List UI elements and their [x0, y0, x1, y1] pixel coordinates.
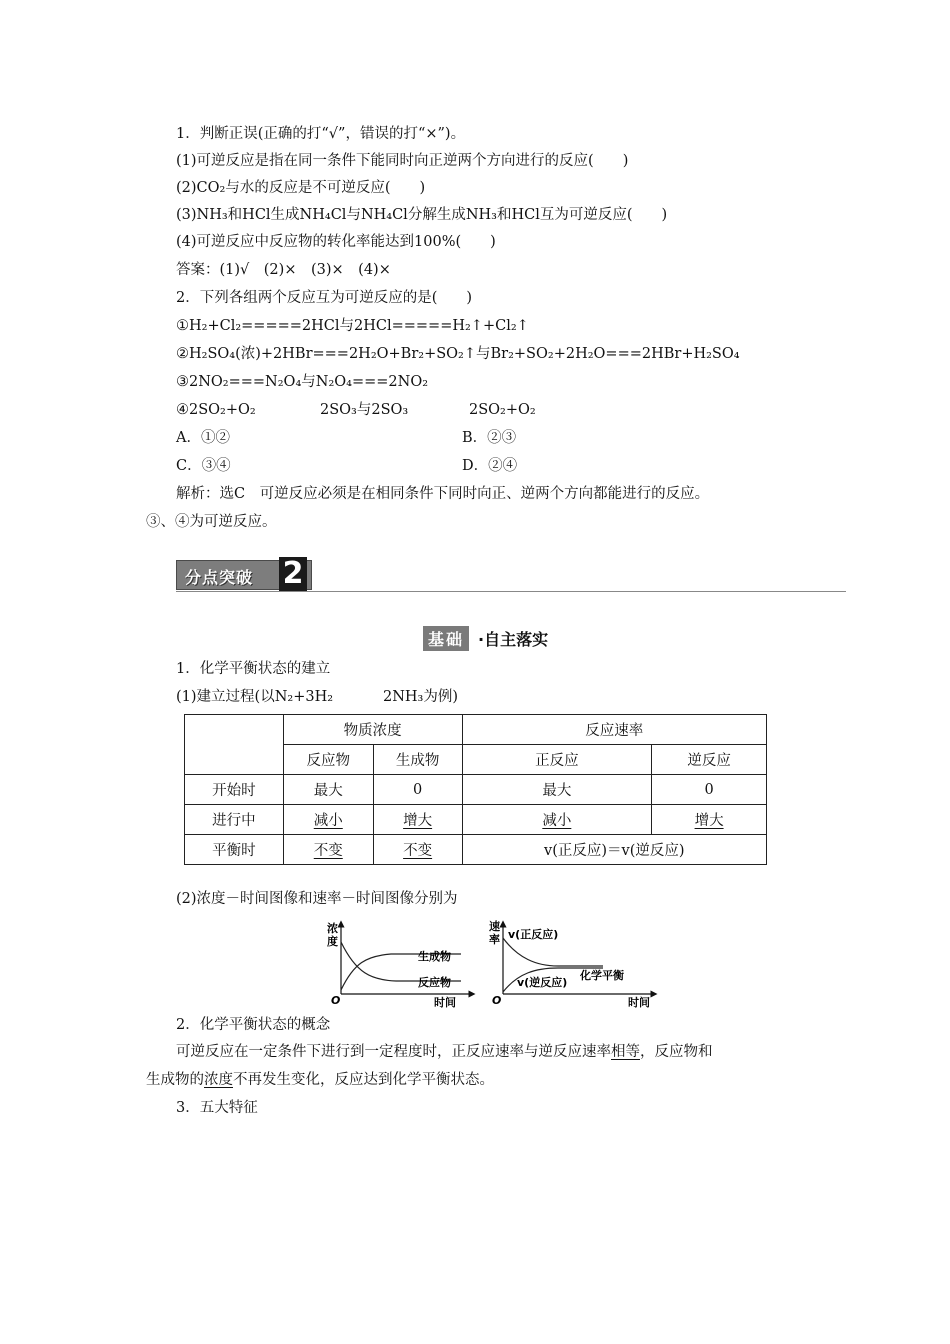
sec2-title: 2．化学平衡状态的概念 [176, 1017, 331, 1033]
q2-option-c: C．③④ [176, 458, 231, 474]
sec1-title: 1．化学平衡状态的建立 [176, 661, 331, 677]
table-cell-text: 不变 [403, 843, 433, 859]
q1-answer: 答案：(1)√ (2)× (3)× (4)× [176, 262, 391, 278]
reactant-label: 反应物 [418, 976, 451, 989]
sub2-title: (2)浓度－时间图像和速率－时间图像分别为 [176, 891, 458, 907]
table-cell [283, 835, 373, 865]
table-row [185, 775, 767, 805]
q2-reaction-4b: 2SO₃与2SO₃ [320, 402, 409, 418]
sec1-sub1a: (1)建立过程(以N₂+3H₂ [176, 689, 334, 705]
table-cell: 0 [373, 775, 462, 805]
sec3-title: 3．五大特征 [176, 1100, 258, 1116]
q1-statement-3: (3)NH₃和HCl生成NH₄Cl与NH₄Cl分解生成NH₃和HCl互为可逆反应( ) [176, 207, 668, 223]
y-label-2: 率 [489, 933, 500, 946]
q2-reaction-4a: ④2SO₂+O₂ [176, 402, 256, 418]
table-cell [462, 805, 652, 835]
y-label-1: 速 [489, 920, 500, 933]
q1-statement-4: (4)可逆反应中反应物的转化率能达到100%( ) [176, 234, 496, 250]
x-label: 时间 [434, 996, 456, 1008]
q2-analysis-line1: 解析：选C 可逆反应必须是在相同条件下同时向正、逆两个方向都能进行的反应。 [176, 486, 710, 502]
q2-reaction-1: ①H₂+Cl₂=====2HCl与2HCl=====H₂↑+Cl₂↑ [176, 318, 529, 334]
table-row [185, 835, 767, 865]
q2-title: 2．下列各组两个反应互为可逆反应的是( ) [176, 290, 473, 306]
x-label: 时间 [628, 996, 650, 1008]
q2-reaction-4c: 2SO₂+O₂ [469, 402, 536, 418]
table-cell: 最大 [462, 775, 652, 805]
origin-label: O [331, 994, 341, 1007]
table-cell [283, 805, 373, 835]
table-cell: 最大 [283, 775, 373, 805]
q2-analysis-line2: ③、④为可逆反应。 [146, 514, 277, 530]
table-header-reactant: 反应物 [283, 745, 373, 775]
reverse-rate-label: v(逆反应) [517, 976, 568, 989]
q1-statement-2: (2)CO₂与水的反应是不可逆反应( ) [176, 180, 426, 196]
forward-rate-curve [503, 938, 603, 966]
y-label-2: 度 [327, 935, 338, 948]
table-cell-text: 减小 [542, 813, 572, 829]
table-cell [373, 835, 462, 865]
table-header-reverse: 逆反应 [652, 745, 767, 775]
basics-tag-subtitle: ·自主落实 [478, 630, 549, 649]
sec2-text: 生成物的 [146, 1072, 204, 1088]
basics-tag: 基础 [423, 626, 469, 651]
table-cell [652, 805, 767, 835]
sec1-sub1b: 2NH₃为例) [383, 689, 459, 705]
concentration-time-graph [326, 918, 476, 1008]
table-header-concentration: 物质浓度 [283, 715, 462, 745]
origin-label: O [492, 994, 502, 1007]
product-label: 生成物 [418, 950, 451, 963]
section-banner [176, 556, 312, 591]
q2-option-a: A．①② [176, 430, 230, 446]
q2-reaction-3: ③2NO₂===N₂O₄与N₂O₄===2NO₂ [176, 374, 429, 390]
section-banner-text: 分点突破 [185, 568, 254, 587]
table-header-forward: 正反应 [462, 745, 652, 775]
q2-reaction-2: ②H₂SO₄(浓)+2HBr===2H₂O+Br₂+SO₂↑与Br₂+SO₂+2H₂O===2HBr+H₂SO₄ [176, 346, 740, 362]
table-corner-cell [185, 715, 284, 775]
table-cell-text: 增大 [694, 813, 724, 829]
table-cell-text: 减小 [313, 813, 343, 829]
table-row-label: 平衡时 [185, 835, 284, 865]
q1-title: 1．判断正误(正确的打“√”，错误的打“×”)。 [176, 126, 466, 142]
table-cell: 0 [652, 775, 767, 805]
table-header-rate: 反应速率 [462, 715, 766, 745]
sec2-text: ，反应物和 [640, 1044, 713, 1060]
q2-option-b: B．②③ [462, 430, 517, 446]
sec2-text: 不再发生变化，反应达到化学平衡状态。 [233, 1072, 494, 1088]
equilibrium-table [184, 714, 767, 865]
table-cell-text: 不变 [313, 843, 343, 859]
sec2-keyword-equal: 相等 [611, 1044, 640, 1060]
sec2-keyword-concentration: 浓度 [204, 1072, 233, 1088]
table-cell-equal-rates: v(正反应)＝v(逆反应) [462, 835, 766, 865]
equilibrium-label: 化学平衡 [580, 969, 624, 982]
table-row [185, 805, 767, 835]
q2-option-d: D．②④ [462, 458, 518, 474]
section-divider [176, 591, 846, 592]
table-row-label: 进行中 [185, 805, 284, 835]
q1-statement-1: (1)可逆反应是指在同一条件下能同时向正逆两个方向进行的反应( ) [176, 153, 629, 169]
y-label-1: 浓 [327, 922, 338, 935]
table-cell [373, 805, 462, 835]
section-banner-number: 2 [279, 557, 307, 591]
table-cell-text: 增大 [403, 813, 433, 829]
sec2-paragraph-line1 [176, 1042, 713, 1062]
sec2-text: 可逆反应在一定条件下进行到一定程度时，正反应速率与逆反应速率 [176, 1044, 611, 1060]
table-header-product: 生成物 [373, 745, 462, 775]
forward-rate-label: v(正反应) [508, 928, 559, 941]
sec2-paragraph-line2 [146, 1070, 494, 1090]
table-row-label: 开始时 [185, 775, 284, 805]
rate-time-graph [488, 918, 658, 1008]
